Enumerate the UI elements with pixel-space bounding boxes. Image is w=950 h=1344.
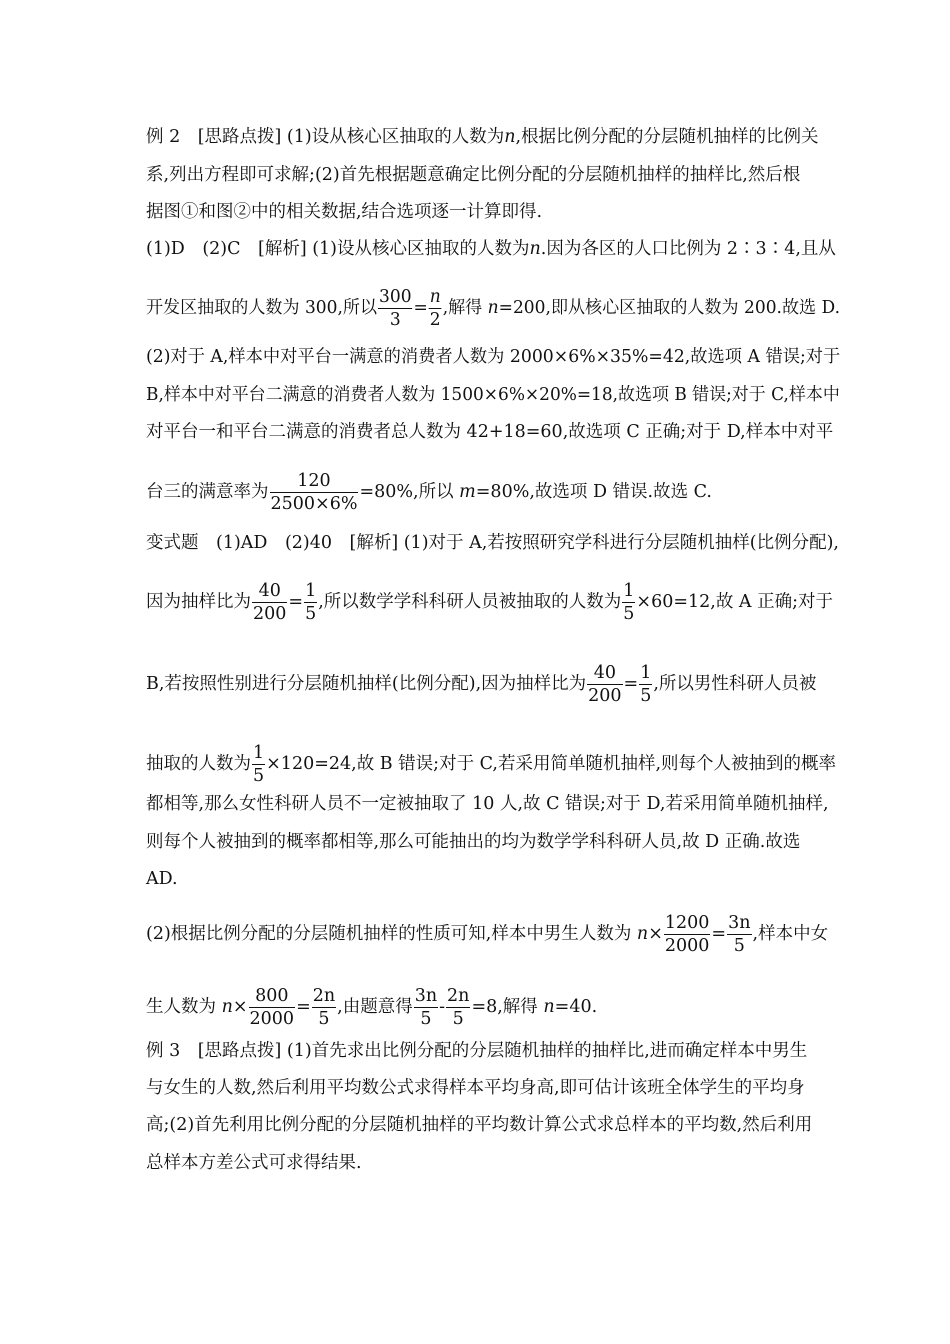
text-line (146, 163, 800, 187)
text-run: (1)D (2)C [解析] (1)设从核心区抽取的人数为 (146, 239, 530, 259)
denominator: 2 (429, 310, 441, 330)
numerator: 1 (623, 581, 635, 601)
text-run: 抽取的人数为 (146, 754, 251, 774)
fraction (587, 662, 622, 707)
fraction (727, 912, 751, 957)
text-run: 与女生的人数,然后利用平均数公式求得样本平均身高,即可估计该班全体学生的平均身 (146, 1078, 805, 1098)
denominator: 5 (318, 1009, 330, 1029)
numerator: 1200 (664, 913, 710, 933)
math-variable: m (459, 482, 476, 502)
text-line (146, 912, 828, 957)
numerator: 1 (305, 581, 317, 601)
text-run: ,所以男性科研人员被 (653, 674, 817, 694)
text-line (146, 1039, 807, 1063)
equals-sign: = (288, 592, 304, 612)
text-run: 台三的满意率为 (146, 482, 269, 502)
text-run: 开发区抽取的人数为 300,所以 (146, 298, 378, 318)
text-line (146, 200, 542, 224)
text-run: ,所以数学学科科研人员被抽取的人数为 (318, 592, 622, 612)
text-line (146, 830, 800, 854)
text-run: 则每个人被抽到的概率都相等,那么可能抽出的均为数学学科科研人员,故 D 正确.故选 (146, 832, 801, 852)
text-run: =8,解得 (471, 997, 544, 1017)
equals-sign: = (711, 924, 727, 944)
denominator: 5 (305, 604, 317, 624)
math-variable: n (429, 287, 441, 307)
numerator: 300 (378, 287, 412, 307)
numerator: 1 (253, 743, 265, 763)
denominator: 5 (623, 604, 635, 624)
denominator: 5 (733, 936, 745, 956)
fraction (249, 985, 296, 1030)
text-run: 都相等,那么女性科研人员不一定被抽取了 10 人,故 C 错误;对于 D,若采用简单随机抽样, (146, 794, 829, 814)
text-line (146, 742, 836, 787)
text-run: ,样本中女 (752, 924, 829, 944)
text-run: 据图①和图②中的相关数据,结合选项逐一计算即得. (146, 202, 543, 222)
text-line (146, 383, 840, 407)
math-variable: n (636, 924, 649, 944)
text-run: B,样本中对平台二满意的消费者人数为 1500×6%×20%=18,故选项 B 错误;对于 C,样本中 (146, 385, 840, 405)
text-line (146, 531, 839, 555)
text-run: 系,列出方程即可求解;(2)首先根据题意确定比例分配的分层随机抽样的抽样比,然后根 (146, 165, 801, 185)
fraction (252, 580, 287, 625)
fraction (270, 470, 359, 515)
minus-sign: - (439, 997, 446, 1017)
fraction (378, 286, 413, 331)
math-variable: n (221, 997, 233, 1017)
text-line (146, 286, 840, 331)
text-line (146, 420, 833, 444)
text-run: 变式题 (1)AD (2)40 [解析] (1)对于 A,若按照研究学科进行分层随机抽样(比例分配), (146, 533, 839, 553)
text-run: 例 3 [思路点拨] (1)首先求出比例分配的分层随机抽样的抽样比,进而确定样本中男生 (146, 1041, 808, 1061)
text-run: 因为抽样比为 (146, 592, 251, 612)
text-run: ×120=24,故 B 错误;对于 C,若采用简单随机抽样,则每个人被抽到的概率 (266, 754, 837, 774)
fraction (429, 286, 442, 331)
math-variable: n (543, 997, 555, 1017)
text-run: 总样本方差公式可求得结果. (146, 1153, 362, 1173)
denominator: 2000 (664, 936, 710, 956)
equals-sign: = (413, 298, 428, 318)
text-run: (2)根据比例分配的分层随机抽样的性质可知,样本中男生人数为 (146, 924, 637, 944)
fraction (664, 912, 711, 957)
text-line (146, 237, 836, 261)
text-run: 对平台一和平台二满意的消费者总人数为 42+18=60,故选项 C 正确;对于 D,样本中对平 (146, 422, 834, 442)
denominator: 5 (640, 686, 652, 706)
text-line (146, 662, 816, 707)
text-line (146, 867, 178, 891)
text-line (146, 1151, 362, 1175)
text-line (146, 985, 597, 1030)
math-variable: n (487, 298, 499, 318)
text-run: B,若按照性别进行分层随机抽样(比例分配),因为抽样比为 (146, 674, 587, 694)
numerator: 3n (728, 913, 751, 933)
fraction (446, 985, 470, 1030)
text-line (146, 125, 819, 149)
text-line (146, 345, 840, 369)
text-run: .因为各区的人口比例为 2∶3∶4,且从 (540, 239, 836, 259)
text-line (146, 792, 829, 816)
times-sign: × (648, 924, 663, 944)
numerator: 2n (312, 986, 336, 1006)
denominator: 5 (420, 1009, 432, 1029)
numerator: 1 (640, 663, 652, 683)
math-variable: n (504, 127, 516, 147)
fraction (304, 580, 317, 625)
text-run: 高;(2)首先利用比例分配的分层随机抽样的平均数计算公式求总样本的平均数,然后利用 (146, 1115, 813, 1135)
denominator: 3 (389, 310, 401, 330)
denominator: 2000 (249, 1009, 295, 1029)
text-run: =80%,所以 (359, 482, 460, 502)
text-line (146, 580, 833, 625)
text-run: ×60=12,故 A 正确;对于 (636, 592, 834, 612)
text-run: =200,即从核心区抽取的人数为 200.故选 D. (498, 298, 840, 318)
numerator: 40 (587, 662, 622, 685)
text-run: ,根据比例分配的分层随机抽样的比例关 (515, 127, 819, 147)
text-run: (2)对于 A,样本中对平台一满意的消费者人数为 2000×6%×35%=42,故选项 A 错误;对于 (146, 347, 841, 367)
numerator: 40 (252, 580, 287, 603)
denominator: 200 (253, 604, 287, 624)
math-variable: n (529, 239, 541, 259)
equals-sign: = (623, 674, 639, 694)
text-line (146, 1113, 812, 1137)
text-line (146, 470, 712, 515)
numerator: 3n (414, 986, 438, 1006)
numerator: 800 (249, 985, 296, 1008)
denominator: 5 (452, 1009, 464, 1029)
text-run: =40. (554, 997, 598, 1017)
fraction (639, 662, 652, 707)
text-run: =80%,故选项 D 错误.故选 C. (475, 482, 712, 502)
denominator: 5 (253, 766, 265, 786)
text-run: ,解得 (442, 298, 488, 318)
text-run: ,由题意得 (337, 997, 413, 1017)
text-run: 生人数为 (146, 997, 222, 1017)
text-line (146, 1076, 805, 1100)
numerator: 120 (270, 470, 359, 493)
text-run: AD. (146, 869, 178, 889)
denominator: 200 (588, 686, 622, 706)
fraction (252, 742, 265, 787)
text-run: 例 2 [思路点拨] (1)设从核心区抽取的人数为 (146, 127, 505, 147)
equals-sign: = (296, 997, 311, 1017)
fraction (414, 985, 438, 1030)
numerator: 2n (447, 986, 470, 1006)
fraction (622, 580, 635, 625)
times-sign: × (232, 997, 248, 1017)
numerator (429, 286, 442, 309)
fraction (312, 985, 336, 1030)
denominator: 2500×6% (270, 494, 358, 514)
